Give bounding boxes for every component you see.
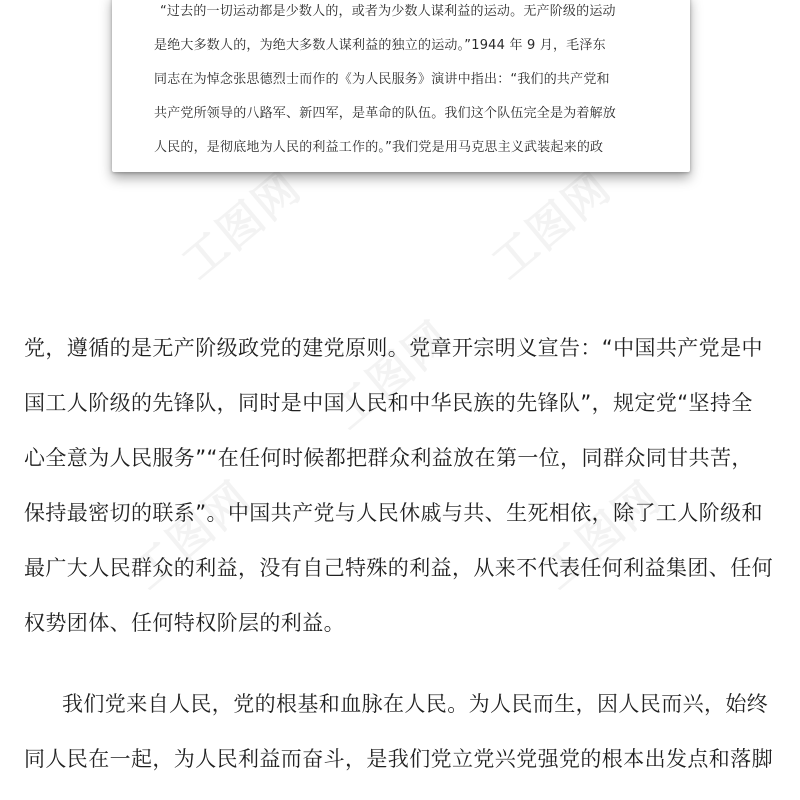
quote-line: 共产党所领导的八路军、新四军，是革命的队伍。我们这个队伍完全是为着解放 xyxy=(154,106,617,121)
paragraph-line: 我们党来自人民，党的根基和血脉在人民。为人民而生，因人民而兴，始终 xyxy=(62,692,769,716)
watermark: 工图网 xyxy=(482,161,622,290)
watermark: 工图网 xyxy=(122,471,262,600)
paragraph-line: 保持最密切的联系”。中国共产党与人民休戚与共、生死相依，除了工人阶级和 xyxy=(24,501,763,525)
paragraph-line: 最广大人民群众的利益，没有自己特殊的利益，从来不代表任何利益集团、任何 xyxy=(24,556,773,580)
quote-line: 人民的，是彻底地为人民的利益工作的。”我们党是用马克思主义武装起来的政 xyxy=(154,140,604,155)
paragraph-line: 心全意为人民服务”“在任何时候都把群众利益放在第一位，同群众同甘共苦， xyxy=(24,446,753,470)
quote-line: “过去的一切运动都是少数人的，或者为少数人谋利益的运动。无产阶级的运动 xyxy=(160,4,616,19)
watermark: 工图网 xyxy=(322,311,462,440)
watermark: 工图网 xyxy=(172,161,312,290)
watermark: 工图网 xyxy=(532,471,672,600)
quote-card xyxy=(112,0,690,172)
paragraph-line: 权势团体、任何特权阶层的利益。 xyxy=(24,611,345,635)
quote-line: 同志在为悼念张思德烈士而作的《为人民服务》演讲中指出：“我们的共产党和 xyxy=(154,72,610,87)
quote-line: 是绝大多数人的，为绝大多数人谋利益的独立的运动。”1944 年 9 月，毛泽东 xyxy=(154,38,606,53)
paragraph-line: 同人民在一起，为人民利益而奋斗，是我们党立党兴党强党的根本出发点和落脚 xyxy=(24,747,773,771)
paragraph-line: 国工人阶级的先锋队，同时是中国人民和中华民族的先锋队”，规定党“坚持全 xyxy=(24,391,753,415)
paragraph-line: 党，遵循的是无产阶级政党的建党原则。党章开宗明义宣告：“中国共产党是中 xyxy=(24,336,763,360)
